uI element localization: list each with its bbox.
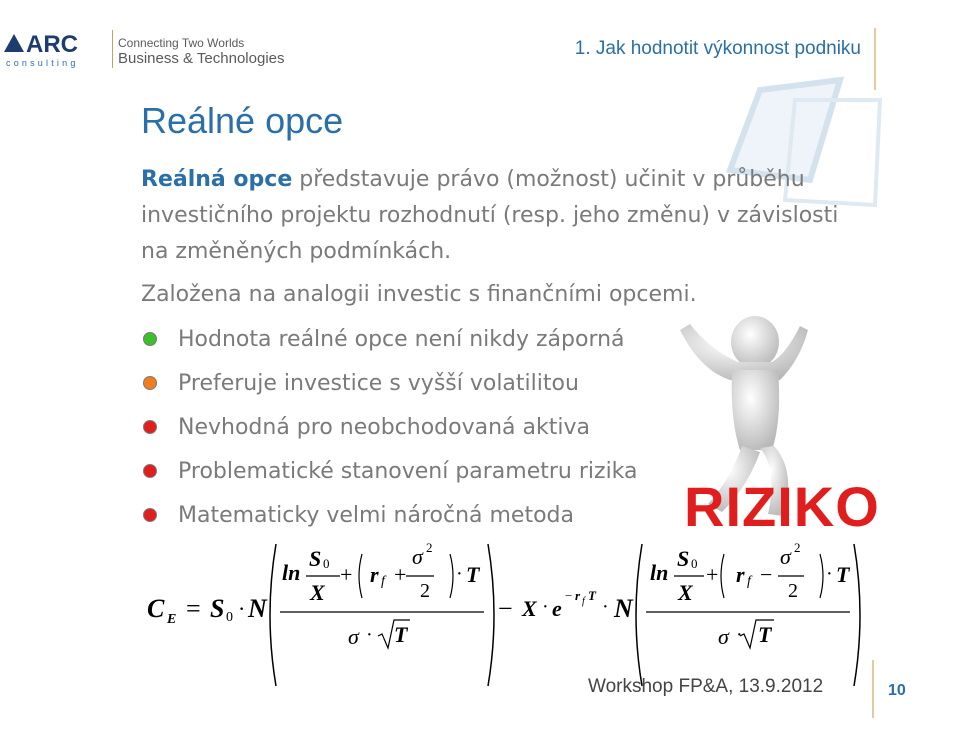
- formula-r-sub: f: [747, 574, 751, 589]
- list-item-text: Matematicky velmi náročná metoda: [178, 503, 574, 528]
- formula-sigma: σ: [412, 544, 423, 569]
- formula-ln: ln: [650, 560, 669, 585]
- formula-plus: +: [340, 562, 353, 587]
- list-item-text: Problematické stanovení parametru rizika: [178, 459, 638, 484]
- red-bullet-icon: [143, 464, 157, 478]
- red-bullet-icon: [143, 508, 157, 522]
- formula-denom-2: 2: [788, 580, 798, 602]
- footer-accent-bar: [872, 660, 874, 718]
- definition-text: představuje právo (možnost) učinit v průběhu investičního projektu rozhodnutí (resp. jeho změnu) v závislosti na změněných podmínkách.: [141, 167, 839, 264]
- tagline-line-2: Business & Technologies: [118, 50, 285, 67]
- formula-r-sub: f: [381, 574, 385, 589]
- formula-dot: ·: [542, 596, 549, 618]
- formula-exp-minus: −: [565, 588, 573, 603]
- formula-denom-2: 2: [420, 580, 430, 602]
- formula-plus: +: [394, 562, 407, 587]
- formula-n: N: [248, 594, 267, 623]
- property-list: [140, 322, 638, 542]
- logo-divider: [112, 30, 113, 68]
- footer-event: Workshop FP&A, 13.9.2012: [588, 676, 824, 697]
- formula-sigma-exp: 2: [794, 540, 801, 555]
- arc-logo: [4, 30, 104, 70]
- formula-t: T: [836, 562, 850, 587]
- slide-title: Reálné opce: [141, 100, 344, 141]
- formula-t: T: [394, 622, 408, 647]
- analogy-paragraph: Založena na analogii investic s finančními opcemi.: [141, 282, 697, 307]
- formula-sigma: σ: [718, 624, 729, 649]
- formula-dot: ·: [456, 563, 463, 585]
- list-item-text: Preferuje investice s vyšší volatilitou: [178, 371, 579, 396]
- formula-s0-sub: 0: [226, 610, 233, 625]
- formula-exp-r: r: [575, 588, 581, 603]
- logo-wordmark: ARC: [26, 31, 78, 58]
- tagline-line-1: Connecting Two Worlds: [118, 36, 245, 50]
- definition-term: Reálná opce: [141, 167, 293, 192]
- formula-exp-r-sub: f: [582, 596, 585, 607]
- formula-minus: −: [498, 594, 513, 623]
- formula-n: N: [614, 594, 633, 623]
- formula-sigma: σ: [348, 624, 359, 649]
- formula-s0-num-sub: 0: [691, 556, 698, 571]
- green-bullet-icon: [143, 332, 157, 346]
- red-bullet-icon: [143, 420, 157, 434]
- list-item: [140, 498, 638, 542]
- formula-plus: +: [706, 562, 719, 587]
- formula-s0-num: S: [677, 546, 690, 571]
- formula-r: r: [370, 562, 379, 587]
- formula-t: T: [466, 562, 480, 587]
- formula-r: r: [736, 562, 745, 587]
- formula-minus: −: [760, 562, 773, 587]
- logo-triangle-icon: [4, 34, 24, 52]
- formula-e: e: [552, 596, 562, 621]
- formula-dot: ·: [826, 563, 833, 585]
- riziko-label: RIZIKO: [684, 475, 880, 538]
- list-item: [140, 454, 638, 498]
- formula-s0: S: [210, 594, 225, 623]
- formula-s0-num: S: [309, 546, 322, 571]
- logo-subtext: consulting: [6, 58, 79, 68]
- formula-x: X: [522, 596, 537, 621]
- formula-ln: ln: [282, 560, 301, 585]
- formula-sigma-exp: 2: [426, 540, 433, 555]
- formula-equals: =: [186, 594, 201, 623]
- list-item: [140, 410, 638, 454]
- formula-s0-num-sub: 0: [323, 556, 330, 571]
- orange-bullet-icon: [143, 376, 157, 390]
- formula-dot: ·: [238, 596, 246, 621]
- formula-sigma: σ: [780, 544, 791, 569]
- section-title: 1. Jak hodnotit výkonnost podniku: [574, 38, 861, 59]
- formula-t: T: [758, 622, 772, 647]
- definition-paragraph: [141, 162, 861, 270]
- formula-c: C: [147, 594, 165, 623]
- formula-sub-e: E: [167, 612, 177, 627]
- page-number: 10: [888, 682, 906, 699]
- formula-dot: ·: [736, 624, 743, 646]
- logo-tagline: [118, 36, 285, 68]
- formula-exp-t: T: [588, 588, 596, 603]
- formula-dot: ·: [366, 624, 373, 646]
- list-item-text: Hodnota reálné opce není nikdy záporná: [178, 327, 625, 352]
- formula-x: X: [310, 580, 325, 605]
- list-item: [140, 366, 638, 410]
- formula-dot: ·: [602, 596, 609, 618]
- list-item: [140, 322, 638, 366]
- formula-x: X: [678, 580, 693, 605]
- list-item-text: Nevhodná pro neobchodovaná aktiva: [178, 415, 590, 440]
